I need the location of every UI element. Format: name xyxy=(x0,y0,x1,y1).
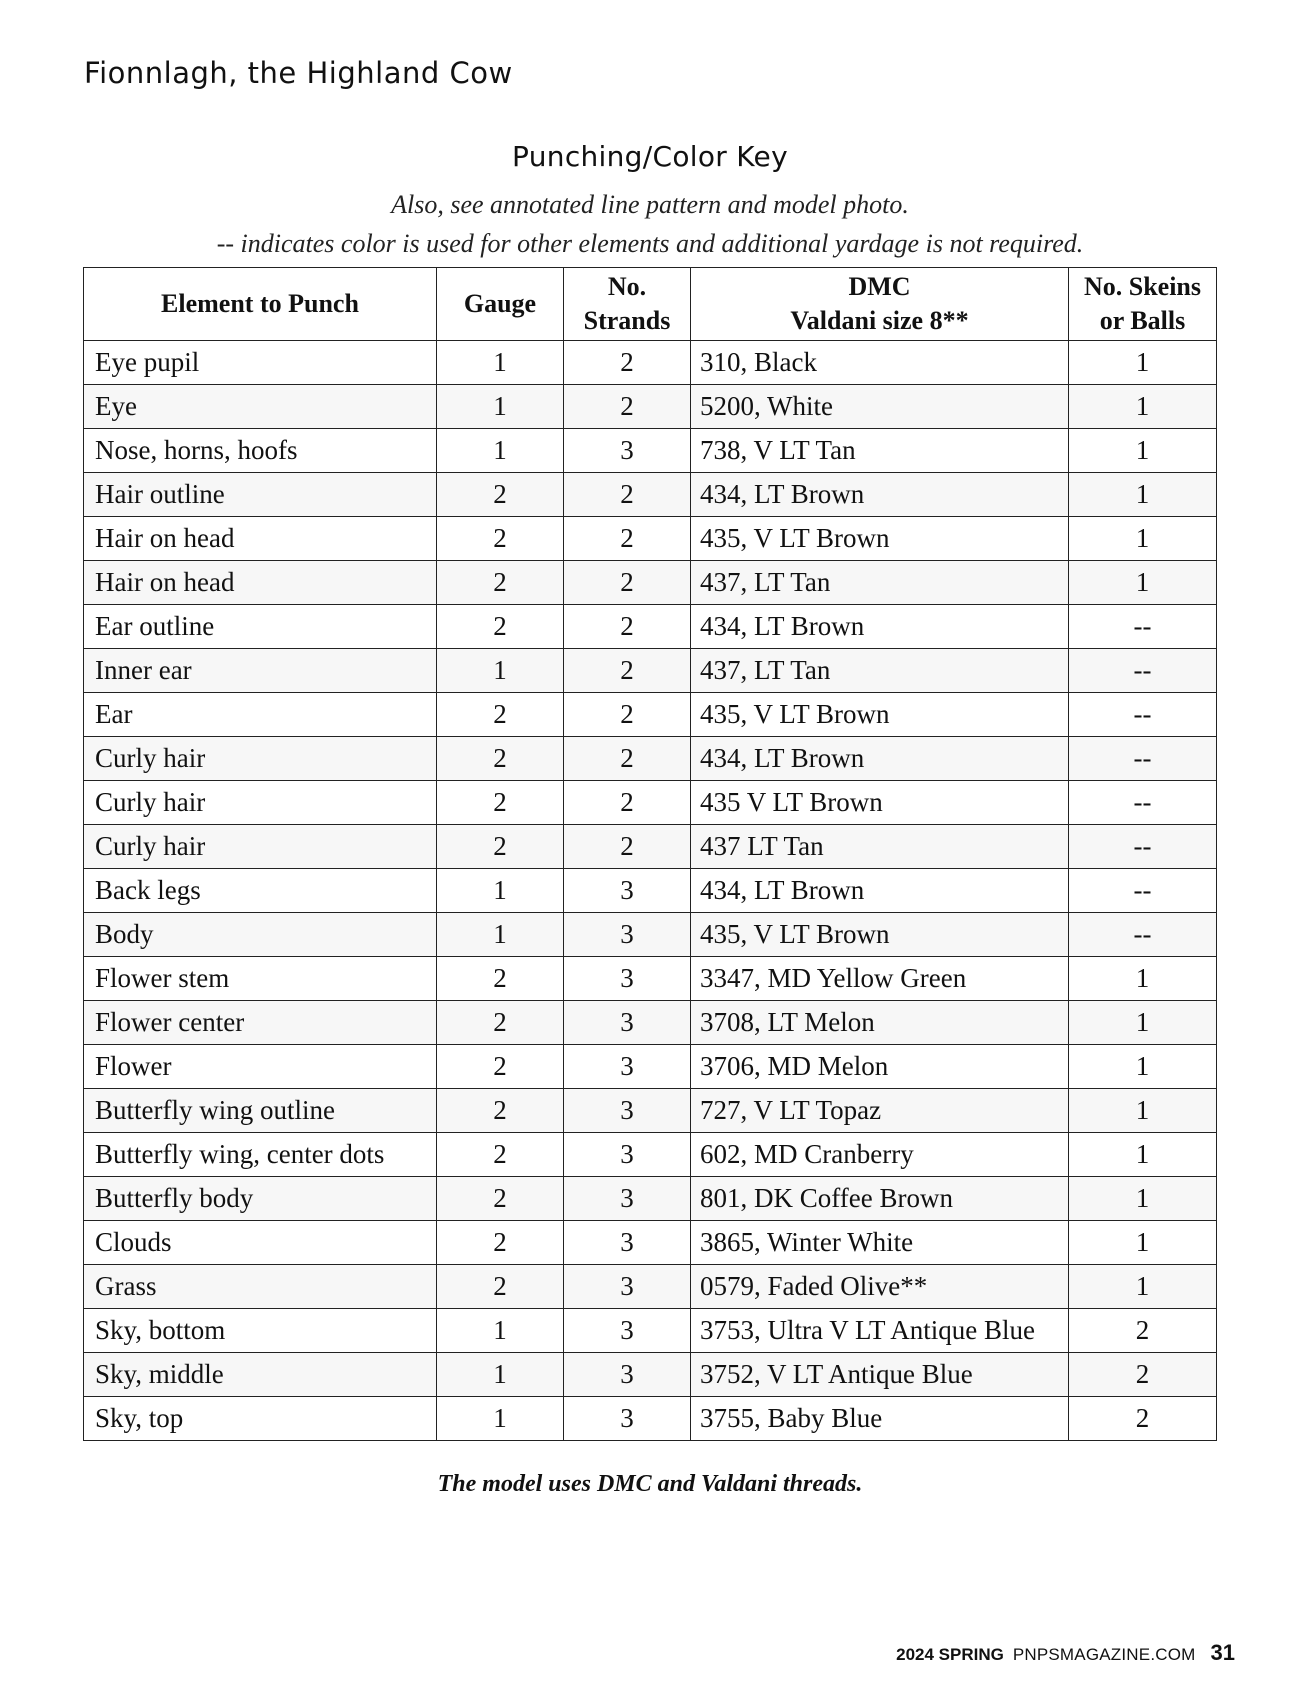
cell-strands: 3 xyxy=(564,1045,691,1089)
table-row xyxy=(84,605,1217,649)
cell-element: Nose, horns, hoofs xyxy=(84,429,437,473)
cell-skeins: 1 xyxy=(1069,429,1217,473)
cell-skeins: 1 xyxy=(1069,341,1217,385)
cell-skeins: 1 xyxy=(1069,1177,1217,1221)
cell-strands: 3 xyxy=(564,957,691,1001)
table-row xyxy=(84,869,1217,913)
cell-element: Ear outline xyxy=(84,605,437,649)
cell-strands: 3 xyxy=(564,1221,691,1265)
table-row xyxy=(84,781,1217,825)
table-row xyxy=(84,385,1217,429)
header-gauge-label: Gauge xyxy=(463,289,537,318)
table-row xyxy=(84,1265,1217,1309)
table-row xyxy=(84,957,1217,1001)
cell-gauge: 2 xyxy=(437,1133,564,1177)
cell-strands: 2 xyxy=(564,825,691,869)
cell-skeins: 2 xyxy=(1069,1353,1217,1397)
cell-skeins: -- xyxy=(1069,869,1217,913)
cell-strands: 2 xyxy=(564,473,691,517)
table-body xyxy=(84,341,1217,1441)
cell-element: Ear xyxy=(84,693,437,737)
cell-gauge: 2 xyxy=(437,957,564,1001)
cell-element: Butterfly body xyxy=(84,1177,437,1221)
cell-strands: 2 xyxy=(564,385,691,429)
cell-strands: 2 xyxy=(564,605,691,649)
cell-dmc: 3865, Winter White xyxy=(691,1221,1069,1265)
table-row xyxy=(84,429,1217,473)
table-row xyxy=(84,1001,1217,1045)
section-title: Punching/Color Key xyxy=(512,140,788,173)
cell-element: Hair on head xyxy=(84,561,437,605)
cell-gauge: 2 xyxy=(437,1221,564,1265)
cell-gauge: 2 xyxy=(437,693,564,737)
cell-gauge: 1 xyxy=(437,649,564,693)
cell-skeins: 2 xyxy=(1069,1397,1217,1441)
cell-strands: 2 xyxy=(564,781,691,825)
header-skeins-line1: No. Skeins xyxy=(1083,272,1202,301)
cell-dmc: 3347, MD Yellow Green xyxy=(691,957,1069,1001)
cell-strands: 2 xyxy=(564,649,691,693)
cell-gauge: 2 xyxy=(437,517,564,561)
page-footer xyxy=(896,1640,1235,1666)
header-strands-line2: Strands xyxy=(583,306,671,335)
cell-element: Curly hair xyxy=(84,825,437,869)
cell-dmc: 435 V LT Brown xyxy=(691,781,1069,825)
footer-site: PNPSMAGAZINE.COM xyxy=(1012,1645,1196,1664)
cell-strands: 3 xyxy=(564,913,691,957)
cell-gauge: 2 xyxy=(437,1045,564,1089)
cell-element: Butterfly wing, center dots xyxy=(84,1133,437,1177)
cell-dmc: 434, LT Brown xyxy=(691,737,1069,781)
cell-dmc: 434, LT Brown xyxy=(691,869,1069,913)
table-row xyxy=(84,1309,1217,1353)
legend-note: -- indicates color is used for other elements and additional yardage is not required. xyxy=(216,229,1084,258)
cell-skeins: 1 xyxy=(1069,473,1217,517)
table-row xyxy=(84,473,1217,517)
cell-gauge: 2 xyxy=(437,1265,564,1309)
cell-dmc: 3755, Baby Blue xyxy=(691,1397,1069,1441)
cell-element: Sky, middle xyxy=(84,1353,437,1397)
cell-skeins: -- xyxy=(1069,825,1217,869)
table-row xyxy=(84,1177,1217,1221)
cell-skeins: 1 xyxy=(1069,1133,1217,1177)
cell-element: Eye pupil xyxy=(84,341,437,385)
cell-dmc: 3706, MD Melon xyxy=(691,1045,1069,1089)
color-key-table xyxy=(83,267,1217,1441)
cell-dmc: 435, V LT Brown xyxy=(691,913,1069,957)
cell-gauge: 2 xyxy=(437,781,564,825)
cell-skeins: 1 xyxy=(1069,385,1217,429)
cell-element: Butterfly wing outline xyxy=(84,1089,437,1133)
cell-gauge: 1 xyxy=(437,341,564,385)
cell-skeins: 1 xyxy=(1069,1089,1217,1133)
cell-gauge: 2 xyxy=(437,1177,564,1221)
cell-dmc: 738, V LT Tan xyxy=(691,429,1069,473)
cell-element: Curly hair xyxy=(84,737,437,781)
cell-dmc: 0579, Faded Olive** xyxy=(691,1265,1069,1309)
header-element-label: Element to Punch xyxy=(161,289,359,318)
cell-strands: 2 xyxy=(564,561,691,605)
cell-strands: 3 xyxy=(564,1089,691,1133)
cell-dmc: 437 LT Tan xyxy=(691,825,1069,869)
cell-element: Inner ear xyxy=(84,649,437,693)
cell-gauge: 1 xyxy=(437,913,564,957)
cell-dmc: 602, MD Cranberry xyxy=(691,1133,1069,1177)
table-row xyxy=(84,341,1217,385)
cell-skeins: -- xyxy=(1069,693,1217,737)
cell-skeins: 2 xyxy=(1069,1309,1217,1353)
cell-dmc: 3752, V LT Antique Blue xyxy=(691,1353,1069,1397)
page-title: Fionnlagh, the Highland Cow xyxy=(84,56,513,90)
cell-skeins: 1 xyxy=(1069,561,1217,605)
cell-element: Hair outline xyxy=(84,473,437,517)
cell-gauge: 1 xyxy=(437,1353,564,1397)
cell-dmc: 434, LT Brown xyxy=(691,473,1069,517)
cell-gauge: 1 xyxy=(437,869,564,913)
cell-strands: 3 xyxy=(564,1177,691,1221)
header-dmc-line1: DMC xyxy=(848,272,911,301)
cell-gauge: 1 xyxy=(437,1397,564,1441)
cell-gauge: 2 xyxy=(437,825,564,869)
cell-element: Sky, top xyxy=(84,1397,437,1441)
cell-element: Clouds xyxy=(84,1221,437,1265)
footer-issue: 2024 SPRING xyxy=(896,1645,1004,1664)
cell-skeins: -- xyxy=(1069,649,1217,693)
cell-strands: 3 xyxy=(564,1001,691,1045)
cell-strands: 3 xyxy=(564,1353,691,1397)
page-number: 31 xyxy=(1210,1640,1235,1665)
cell-gauge: 2 xyxy=(437,737,564,781)
table-row xyxy=(84,825,1217,869)
cell-gauge: 1 xyxy=(437,429,564,473)
table-row xyxy=(84,1045,1217,1089)
cell-element: Flower stem xyxy=(84,957,437,1001)
table-row xyxy=(84,1089,1217,1133)
table-row xyxy=(84,1353,1217,1397)
cell-element: Sky, bottom xyxy=(84,1309,437,1353)
header-strands-line1: No. xyxy=(607,272,647,301)
cell-element: Curly hair xyxy=(84,781,437,825)
cell-gauge: 2 xyxy=(437,561,564,605)
cell-dmc: 435, V LT Brown xyxy=(691,517,1069,561)
cell-strands: 2 xyxy=(564,341,691,385)
cell-dmc: 3708, LT Melon xyxy=(691,1001,1069,1045)
cell-strands: 2 xyxy=(564,737,691,781)
cell-element: Flower xyxy=(84,1045,437,1089)
cell-strands: 3 xyxy=(564,1133,691,1177)
header-skeins xyxy=(1069,268,1217,341)
cell-skeins: 1 xyxy=(1069,1001,1217,1045)
cell-gauge: 2 xyxy=(437,1001,564,1045)
header-gauge xyxy=(437,268,564,341)
cell-skeins: -- xyxy=(1069,605,1217,649)
cell-dmc: 310, Black xyxy=(691,341,1069,385)
cell-gauge: 2 xyxy=(437,1089,564,1133)
cell-strands: 2 xyxy=(564,693,691,737)
cell-skeins: -- xyxy=(1069,913,1217,957)
cell-dmc: 727, V LT Topaz xyxy=(691,1089,1069,1133)
header-dmc xyxy=(691,268,1069,341)
intro-note: Also, see annotated line pattern and model photo. xyxy=(391,190,909,219)
cell-skeins: -- xyxy=(1069,781,1217,825)
cell-gauge: 1 xyxy=(437,385,564,429)
table-row xyxy=(84,561,1217,605)
cell-dmc: 801, DK Coffee Brown xyxy=(691,1177,1069,1221)
table-row xyxy=(84,517,1217,561)
cell-gauge: 2 xyxy=(437,473,564,517)
cell-strands: 3 xyxy=(564,1397,691,1441)
header-strands xyxy=(564,268,691,341)
cell-strands: 3 xyxy=(564,869,691,913)
cell-element: Hair on head xyxy=(84,517,437,561)
cell-dmc: 437, LT Tan xyxy=(691,649,1069,693)
footnote: The model uses DMC and Valdani threads. xyxy=(437,1471,863,1497)
cell-skeins: 1 xyxy=(1069,1221,1217,1265)
cell-strands: 3 xyxy=(564,1265,691,1309)
cell-skeins: 1 xyxy=(1069,957,1217,1001)
cell-skeins: 1 xyxy=(1069,1045,1217,1089)
cell-strands: 3 xyxy=(564,429,691,473)
header-element xyxy=(84,268,437,341)
cell-skeins: 1 xyxy=(1069,1265,1217,1309)
cell-element: Back legs xyxy=(84,869,437,913)
table-row xyxy=(84,737,1217,781)
cell-gauge: 2 xyxy=(437,605,564,649)
cell-dmc: 5200, White xyxy=(691,385,1069,429)
header-skeins-line2: or Balls xyxy=(1099,306,1186,335)
table-row xyxy=(84,1221,1217,1265)
cell-dmc: 434, LT Brown xyxy=(691,605,1069,649)
table-row xyxy=(84,913,1217,957)
table-row xyxy=(84,1397,1217,1441)
cell-element: Flower center xyxy=(84,1001,437,1045)
cell-dmc: 437, LT Tan xyxy=(691,561,1069,605)
cell-dmc: 435, V LT Brown xyxy=(691,693,1069,737)
cell-element: Grass xyxy=(84,1265,437,1309)
table-row xyxy=(84,693,1217,737)
cell-dmc: 3753, Ultra V LT Antique Blue xyxy=(691,1309,1069,1353)
cell-gauge: 1 xyxy=(437,1309,564,1353)
table-header-row xyxy=(84,268,1217,341)
cell-element: Body xyxy=(84,913,437,957)
cell-element: Eye xyxy=(84,385,437,429)
header-dmc-line2: Valdani size 8** xyxy=(790,306,969,335)
cell-skeins: -- xyxy=(1069,737,1217,781)
table-row xyxy=(84,649,1217,693)
cell-strands: 3 xyxy=(564,1309,691,1353)
table-row xyxy=(84,1133,1217,1177)
cell-strands: 2 xyxy=(564,517,691,561)
cell-skeins: 1 xyxy=(1069,517,1217,561)
